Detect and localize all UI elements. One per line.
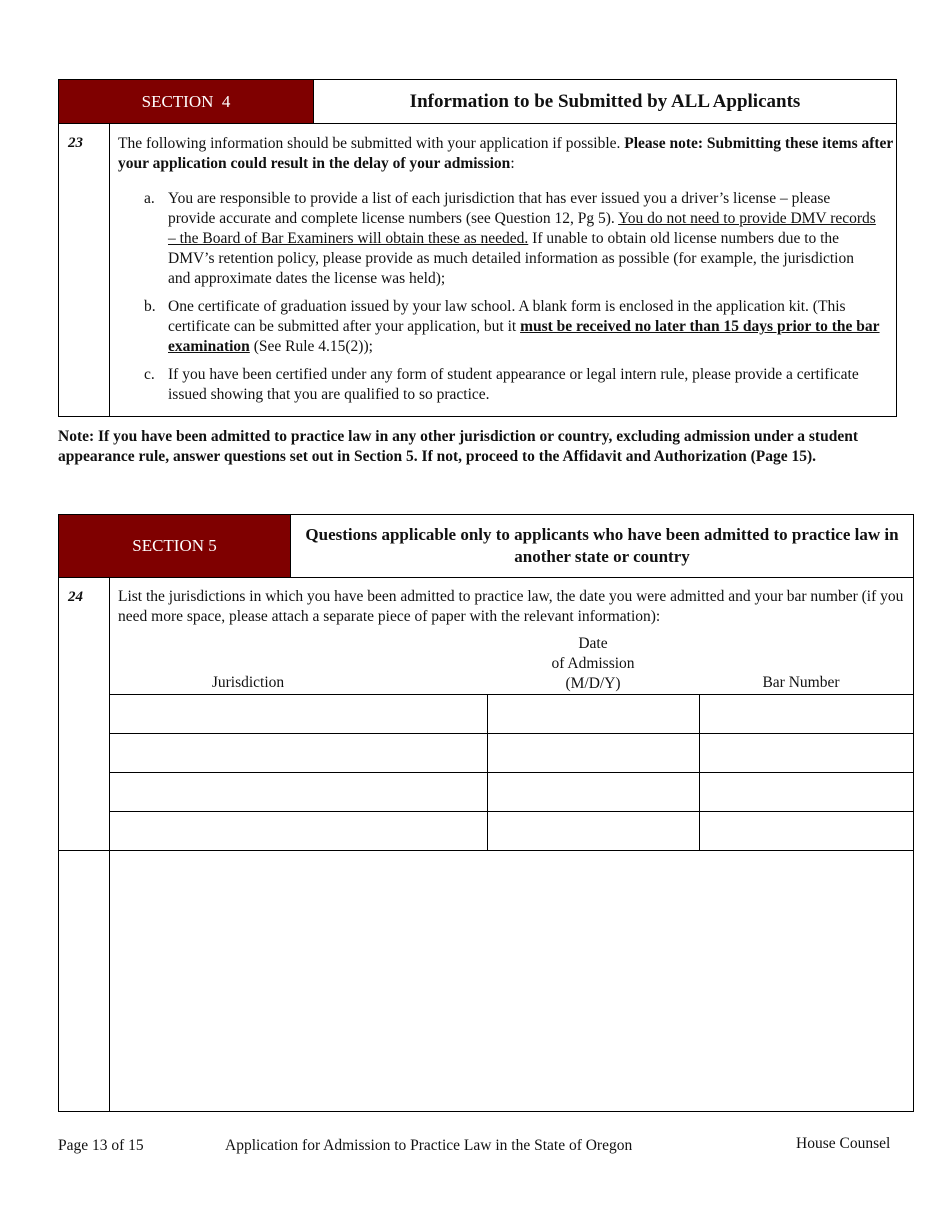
section-5-title (290, 514, 914, 578)
question-24-number: 24 (68, 589, 83, 605)
list-item-b-deadline: must be received no later than 15 days prior to the bar examination (168, 318, 880, 355)
section-5-title-text: Questions applicable only to applicants who have been admitted to practice law in another state or country (305, 525, 899, 566)
admission-date-field[interactable] (487, 811, 700, 851)
section-5-label-text: SECTION 5 (132, 536, 217, 555)
column-header-date-line3: (M/D/Y) (565, 675, 621, 692)
bar-number-field[interactable] (699, 772, 914, 812)
footer-category: House Counsel (796, 1135, 891, 1152)
list-item-a-p3: If unable to obtain old license numbers due to the DMV’s retention policy, please provide as much detailed information as possible (for example, the jurisdiction and approximate dates the license was held); (168, 230, 854, 287)
list-item-b-text (168, 297, 880, 357)
question-23-intro-end: : (510, 155, 515, 172)
section-5-note: Note: If you have been admitted to practice law in any other jurisdiction or country, excluding admission under a student appearance rule, answer questions set out in Section 5. If not, proceed to the Affidavit and Authorization (Page 15). (58, 428, 858, 465)
table-row (109, 811, 914, 851)
question-23-intro-note: Please note: Submitting these items after your application could result in the delay of your admission (118, 135, 894, 172)
bar-number-field[interactable] (699, 733, 914, 773)
bar-number-field[interactable] (699, 694, 914, 734)
section-4-label-text: SECTION 4 (141, 91, 231, 111)
list-item-b-p3: (See Rule 4.15(2)); (253, 338, 373, 355)
jurisdiction-field[interactable] (109, 694, 488, 734)
jurisdiction-field[interactable] (109, 772, 488, 812)
list-item-c-letter: c. (144, 366, 155, 383)
bar-number-field[interactable] (699, 811, 914, 851)
question-23-intro (118, 134, 894, 174)
list-item-a-text (168, 189, 880, 289)
admission-date-field[interactable] (487, 733, 700, 773)
column-header-date-line1: Date (578, 635, 608, 652)
table-row (109, 733, 914, 773)
column-header-jurisdiction: Jurisdiction (211, 674, 285, 691)
list-item-b-p1: One certificate of graduation issued by your law school. A blank form is enclosed in the application kit. (This certificate can be submitted after your application, but it (168, 298, 846, 335)
empty-number-cell (58, 850, 110, 1112)
section-4-title (313, 79, 897, 124)
table-row (109, 694, 914, 734)
footer-title: Application for Admission to Practice Law in the State of Oregon (225, 1137, 633, 1154)
additional-information-area[interactable] (109, 850, 914, 1112)
list-item-b (144, 297, 884, 357)
question-23-number-cell (58, 123, 110, 417)
admission-date-field[interactable] (487, 772, 700, 812)
column-header-date (487, 634, 699, 694)
question-24-number-cell (58, 577, 110, 851)
list-item-b-letter: b. (144, 298, 156, 315)
list-item-a (144, 189, 884, 285)
admission-date-field[interactable] (487, 694, 700, 734)
question-23-number: 23 (68, 135, 83, 151)
table-row (109, 772, 914, 812)
list-item-a-dmv-note: You do not need to provide DMV records – the Board of Bar Examiners will obtain these as needed. (168, 210, 876, 247)
list-item-c (144, 365, 884, 405)
section-4-title-text: Information to be Submitted by ALL Applicants (409, 90, 801, 112)
column-header-date-line2: of Admission (551, 655, 635, 672)
jurisdictions-table (109, 694, 914, 851)
column-header-bar-number: Bar Number (762, 674, 840, 691)
section-5-label (58, 514, 291, 578)
jurisdiction-field[interactable] (109, 811, 488, 851)
list-item-c-text (168, 365, 880, 405)
list-item-a-letter: a. (144, 190, 155, 207)
list-item-c-p1: If you have been certified under any form of student appearance or legal intern rule, please provide a certificate issued showing that you are qualified to so practice. (168, 366, 859, 403)
list-item-a-p1: You are responsible to provide a list of each jurisdiction that has ever issued you a driver’s license – please provide accurate and complete license numbers (see Question 12, Pg 5). (168, 190, 831, 227)
question-24-text: List the jurisdictions in which you have been admitted to practice law, the date you were admitted and your bar number (if you need more space, please attach a separate piece of paper with the relevant information): (118, 588, 904, 625)
section-4-label (58, 79, 314, 124)
question-23-intro-text: The following information should be submitted with your application if possible. (118, 135, 621, 152)
footer-page-number: Page 13 of 15 (58, 1137, 144, 1154)
jurisdiction-field[interactable] (109, 733, 488, 773)
